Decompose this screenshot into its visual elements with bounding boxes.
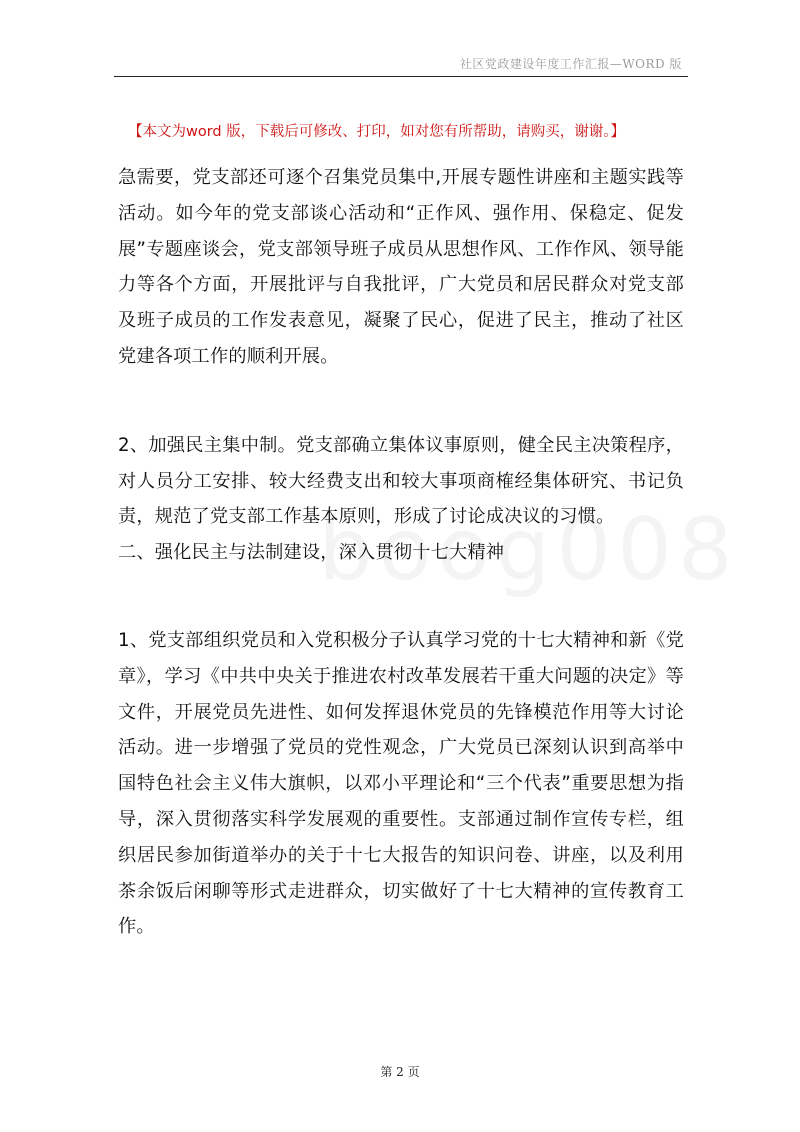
document-header-title: 社区党政建设年度工作汇报—WORD 版 xyxy=(459,57,682,71)
section-heading: 二、强化民主与法制建设，深入贯彻十七大精神 xyxy=(118,542,505,564)
download-notice: 【本文为word 版，下载后可修改、打印，如对您有所帮助，请购买，谢谢。】 xyxy=(128,124,625,140)
header-divider xyxy=(114,76,688,77)
paragraph-spacer xyxy=(118,571,684,623)
paragraph-democratic-talks: 急需要，党支部还可逐个召集党员集中,开展专题性讲座和主题实践等活动。如今年的党支部谈心活动和“正作风、强作用、保稳定、促发展”专题座谈会，党支部领导班子成员从思想作风、工作作风、领导能力等各个方面，开展批评与自我批评，广大党员和居民群众对党支部及班子成员的工作发表意见，凝聚了民心，促进了民主，推动了社区党建各项工作的顺利开展。 xyxy=(118,167,684,367)
document-body xyxy=(118,160,684,945)
paragraph-centralism: 2、加强民主集中制。党支部确立集体议事原则，健全民主决策程序，对人员分工安排、较大经费支出和较大事项商榷经集体研究、书记负责，规范了党支部工作基本原则，形成了讨论成决议的习惯。 xyxy=(118,434,684,528)
page-number: 第 2 页 xyxy=(380,1065,420,1079)
paragraph-study-spirit: 1、党支部组织党员和入党积极分子认真学习党的十七大精神和新《党章》，学习《中共中央关于推进农村改革发展若干重大问题的决定》等文件，开展党员先进性、如何发挥退休党员的先锋模范作用等大讨论活动。进一步增强了党员的党性观念，广大党员已深刻认识到高举中国特色社会主义伟大旗帜，以邓小平理论和“三个代表”重要思想为指导，深入贯彻落实科学发展观的重要性。支部通过制作宣传专栏，组织居民参加街道举办的关于十七大报告的知识问卷、讲座，以及利用茶余饭后闲聊等形式走进群众，切实做好了十七大精神的宣传教育工作。 xyxy=(118,629,684,938)
paragraph-spacer xyxy=(118,375,684,428)
